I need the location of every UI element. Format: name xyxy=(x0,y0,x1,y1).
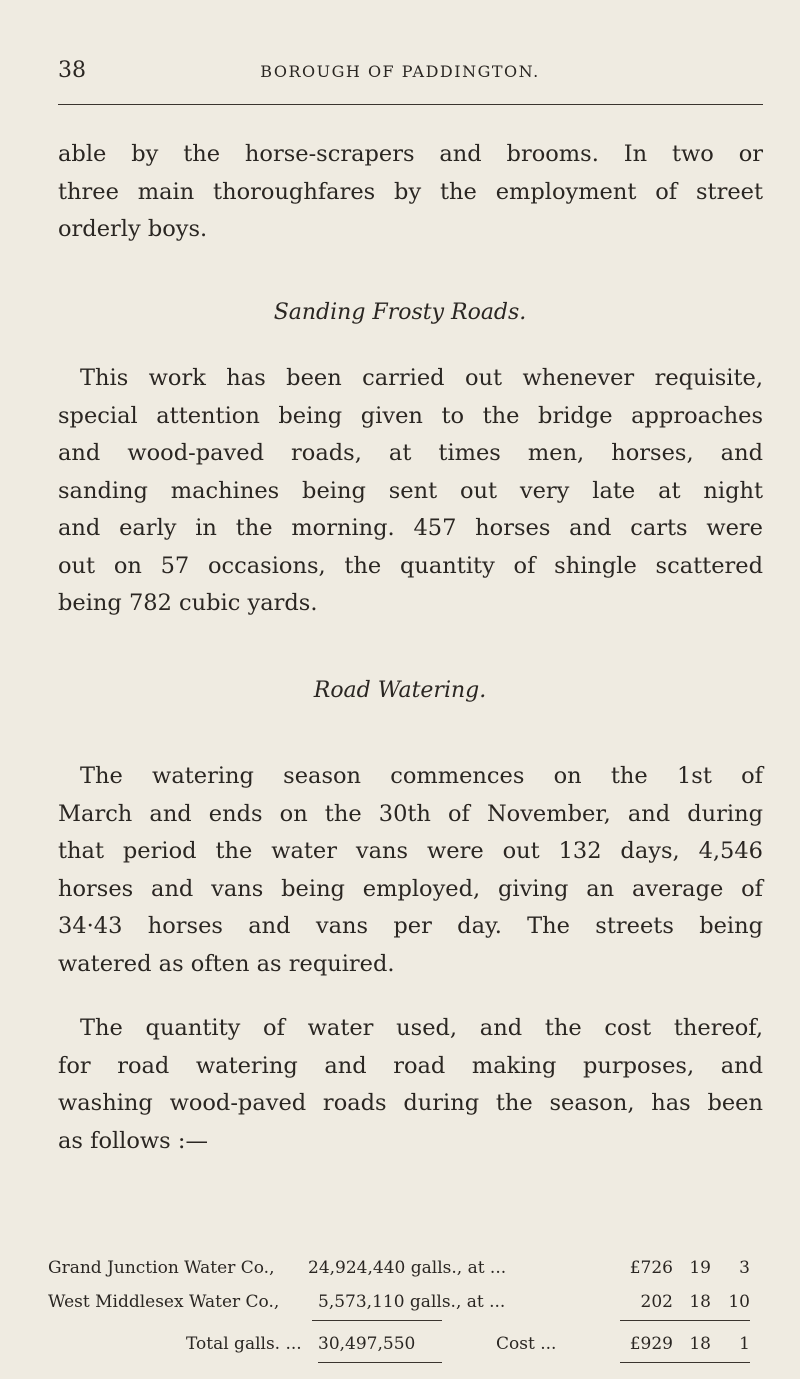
watering-paragraph xyxy=(58,758,763,983)
text-line: sanding machines being sent out very late at night xyxy=(58,477,763,504)
shillings-cell: 19 xyxy=(689,1258,711,1278)
total-row xyxy=(48,1334,768,1360)
text-line: horses and vans being employed, giving an average of xyxy=(58,875,763,902)
total-pounds: £929 xyxy=(629,1334,673,1354)
total-galls: 30,497,550 xyxy=(318,1334,416,1354)
company-cell: Grand Junction Water Co., xyxy=(48,1258,275,1278)
text-line: This work has been carried out whenever requisite, xyxy=(80,365,763,391)
page-number: 38 xyxy=(58,58,86,83)
table-row xyxy=(48,1292,768,1318)
total-rule xyxy=(620,1362,750,1363)
pounds-cell: £726 xyxy=(629,1258,673,1278)
total-pence: 1 xyxy=(739,1334,750,1354)
pence-cell: 3 xyxy=(739,1258,750,1278)
text-line: out on 57 occasions, the quantity of shingle scattered xyxy=(58,552,763,579)
section-heading-sanding: Sanding Frosty Roads. xyxy=(273,300,527,325)
text-line: The quantity of water used, and the cost thereof, xyxy=(80,1015,763,1041)
text-line: and wood-paved roads, at times men, horses, and xyxy=(58,440,763,466)
sanding-paragraph xyxy=(58,360,763,623)
subtotal-rule xyxy=(620,1320,750,1321)
text-line: and early in the morning. 457 horses and carts were xyxy=(58,515,763,541)
header-rule xyxy=(58,104,763,105)
pence-cell: 10 xyxy=(728,1292,750,1312)
text-line: The watering season commences on the 1st of xyxy=(80,763,763,789)
text-line: for road watering and road making purposes, and xyxy=(58,1052,763,1079)
galls-cell: 5,573,110 galls., at ... xyxy=(318,1292,506,1312)
galls-cell: 24,924,440 galls., at ... xyxy=(308,1258,507,1278)
text-line: orderly boys. xyxy=(58,216,208,242)
text-line: washing wood-paved roads during the season, has been xyxy=(58,1090,763,1116)
text-line: as follows :— xyxy=(58,1127,208,1154)
total-label: Total galls. ... xyxy=(186,1334,302,1354)
text-line: March and ends on the 30th of November, and during xyxy=(58,800,763,827)
cost-label: Cost ... xyxy=(496,1334,557,1354)
text-line: watered as often as required. xyxy=(58,950,395,977)
text-line: three main thoroughfares by the employment of street xyxy=(58,178,763,205)
subtotal-rule xyxy=(312,1320,442,1321)
text-line: 34·43 horses and vans per day. The streets being xyxy=(58,913,763,939)
total-shillings: 18 xyxy=(689,1334,711,1354)
text-line: able by the horse-scrapers and brooms. In two or xyxy=(58,141,763,167)
shillings-cell: 18 xyxy=(689,1292,711,1312)
text-line: special attention being given to the bridge approaches xyxy=(58,402,763,429)
section-heading-watering: Road Watering. xyxy=(313,678,487,703)
table-row xyxy=(48,1258,768,1284)
company-cell: West Middlesex Water Co., xyxy=(48,1292,280,1312)
total-rule xyxy=(318,1362,442,1363)
intro-paragraph xyxy=(58,136,763,249)
quantity-paragraph xyxy=(58,1010,763,1160)
text-line: that period the water vans were out 132 days, 4,546 xyxy=(58,838,763,864)
running-head: BOROUGH OF PADDINGTON. xyxy=(260,62,540,81)
pounds-cell: 202 xyxy=(640,1292,673,1312)
text-line: being 782 cubic yards. xyxy=(58,590,318,616)
